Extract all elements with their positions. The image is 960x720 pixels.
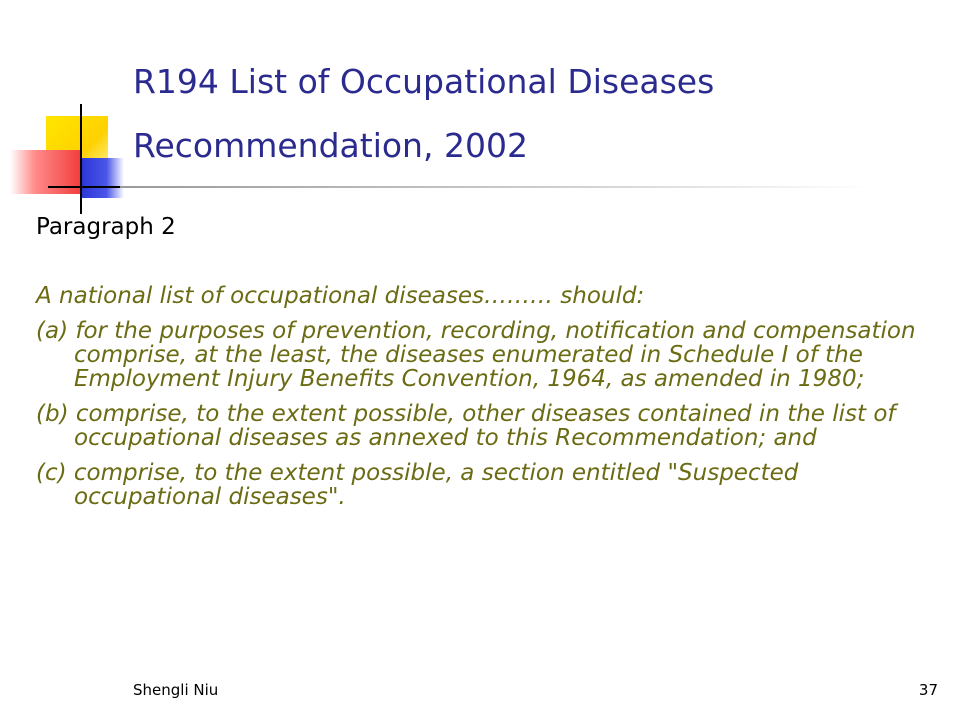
list-item: (b) comprise, to the extent possible, other diseases contained in the list of occupational diseases as annexed to this Recommendation; and: [36, 401, 896, 451]
slide-title: [133, 50, 933, 178]
title-divider: [120, 186, 870, 188]
slide-title-line-1: R194 List of Occupational Diseases: [133, 62, 715, 101]
paragraph-heading: Paragraph 2: [36, 214, 176, 240]
body-intro: A national list of occupational diseases……… should:: [36, 283, 645, 309]
page-number: 37: [918, 681, 938, 699]
color-squares-logo-icon: [0, 0, 140, 220]
logo-vertical-line: [80, 104, 82, 214]
slide-body: [36, 284, 936, 520]
footer-author: Shengli Niu: [133, 681, 219, 699]
logo-blue-square: [80, 158, 124, 198]
list-item: (a) for the purposes of prevention, recording, notification and compensation comprise, at the least, the diseases enumerated in Schedule I of the Employment Injury Benefits Convention, 1964, as amended in 1980;: [36, 318, 916, 392]
slide-title-line-2: Recommendation, 2002: [133, 126, 528, 165]
list-item: (c) comprise, to the extent possible, a section entitled "Suspected occupational diseases".: [36, 460, 799, 510]
